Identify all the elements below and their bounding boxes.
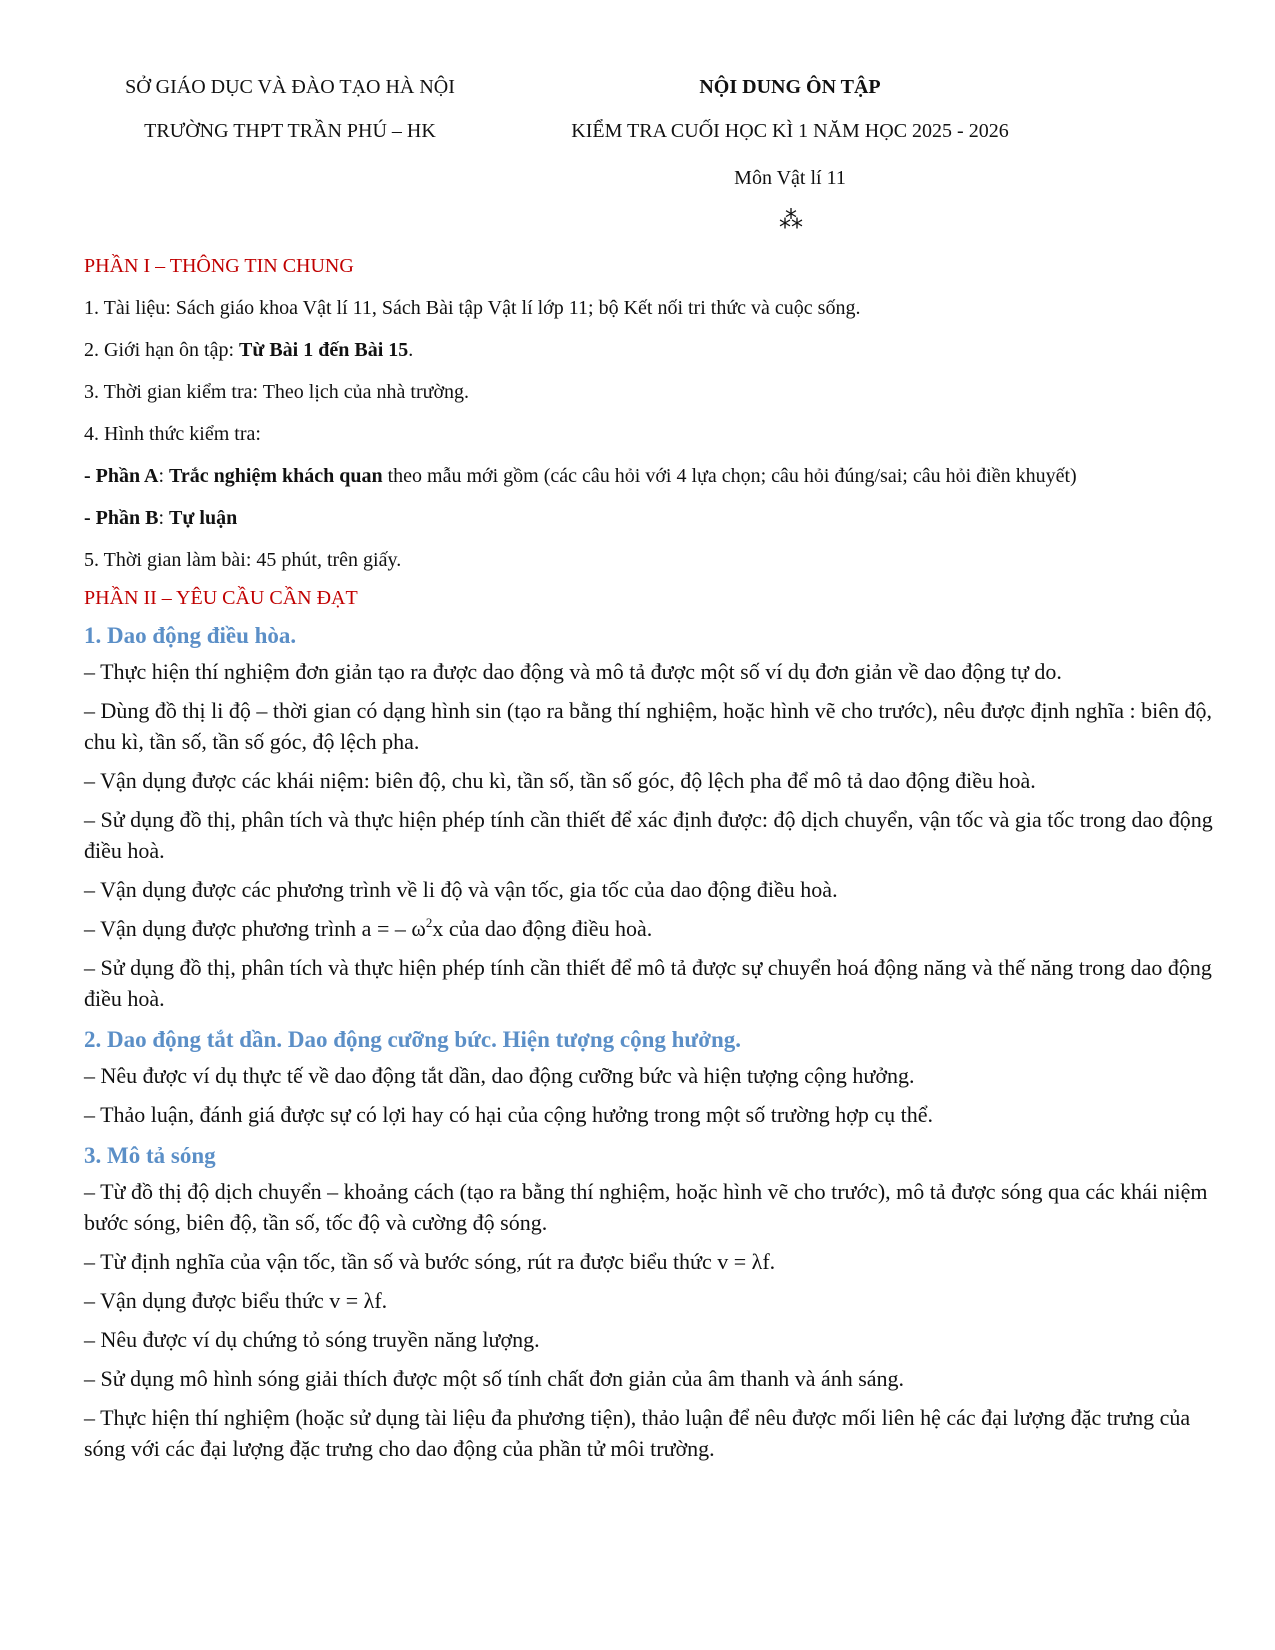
format-part-a (84, 464, 1214, 488)
scope-range: Từ Bài 1 đến Bài 15 (239, 339, 409, 361)
asterism-ornament (776, 208, 806, 234)
requirement-item: – Vận dụng được các khái niệm: biên độ, chu kì, tần số, tần số góc, độ lệch pha để mô tả dao động điều hoà. (84, 768, 1036, 793)
part-b-colon: : (158, 507, 170, 529)
section-damped-forced-oscillation: 2. Dao động tắt dần. Dao động cưỡng bức. Hiện tượng cộng hưởng. (84, 1027, 742, 1052)
requirement-item: – Sử dụng đồ thị, phân tích và thực hiện phép tính cần thiết để xác định được: độ dịch chuyển, vận tốc và gia tốc trong dao động điều hoà. (84, 807, 1213, 863)
requirement-item: – Vận dụng được các phương trình về li độ và vận tốc, gia tốc của dao động điều hoà. (84, 877, 838, 902)
part-b-type: Tự luận (169, 507, 238, 529)
requirement-item: – Thực hiện thí nghiệm (hoặc sử dụng tài liệu đa phương tiện), thảo luận để nêu được mối liên hệ các đại lượng đặc trưng của sóng với các đại lượng đặc trưng cho dao động của phần tử môi trường. (84, 1405, 1191, 1461)
info-item-scope (84, 338, 1214, 362)
scope-prefix: 2. Giới hạn ôn tập: (84, 339, 239, 361)
part1-heading: PHẦN I – THÔNG TIN CHUNG (84, 255, 354, 277)
requirement-item: – Nêu được ví dụ thực tế về dao động tắt dần, dao động cưỡng bức và hiện tượng cộng hưởng. (84, 1063, 915, 1088)
document-title: NỘI DUNG ÔN TẬP (699, 76, 881, 98)
document-body (84, 240, 1214, 1464)
info-item-time: 3. Thời gian kiểm tra: Theo lịch của nhà trường. (84, 381, 470, 403)
section-harmonic-oscillation: 1. Dao động điều hòa. (84, 623, 297, 648)
requirement-item: – Sử dụng mô hình sóng giải thích được một số tính chất đơn giản của âm thanh và ánh sáng. (84, 1366, 905, 1391)
requirement-item: – Từ đồ thị độ dịch chuyển – khoảng cách (tạo ra bằng thí nghiệm, hoặc hình vẽ cho trước), mô tả được sóng qua các khái niệm bước sóng, biên độ, tần số, tốc độ và cường độ sóng. (84, 1179, 1208, 1235)
requirement-item (84, 913, 1214, 944)
requirement-item: – Nêu được ví dụ chứng tỏ sóng truyền năng lượng. (84, 1327, 540, 1352)
part-b-label: Phần B (95, 507, 159, 529)
department-name: SỞ GIÁO DỤC VÀ ĐÀO TẠO HÀ NỘI (125, 76, 455, 98)
part-a-dash: - (84, 465, 96, 487)
section-wave-description: 3. Mô tả sóng (84, 1143, 216, 1168)
requirement-item: – Thảo luận, đánh giá được sự có lợi hay có hại của cộng hưởng trong một số trường hợp cụ thể. (84, 1102, 934, 1127)
requirement-item: – Sử dụng đồ thị, phân tích và thực hiện phép tính cần thiết để mô tả được sự chuyển hoá động năng và thế năng trong dao động điều hoà. (84, 955, 1212, 1011)
equation-prefix: – Vận dụng được phương trình a = – ω (84, 916, 426, 941)
part2-heading: PHẦN II – YÊU CẦU CẦN ĐẠT (84, 587, 358, 609)
equation-exponent: 2 (425, 915, 433, 930)
part-a-description: theo mẫu mới gồm (các câu hỏi với 4 lựa chọn; câu hỏi đúng/sai; câu hỏi điền khuyết) (382, 465, 1077, 487)
school-name: TRƯỜNG THPT TRẦN PHÚ – HK (144, 120, 436, 142)
scope-suffix: . (408, 339, 414, 361)
info-item-materials: 1. Tài liệu: Sách giáo khoa Vật lí 11, Sách Bài tập Vật lí lớp 11; bộ Kết nối tri thức và cuộc sống. (84, 297, 861, 319)
part-a-type: Trắc nghiệm khách quan (169, 465, 383, 487)
info-item-duration: 5. Thời gian làm bài: 45 phút, trên giấy. (84, 549, 402, 571)
asterism-glyph: ⁂ (779, 208, 803, 234)
part-a-label: Phần A (95, 465, 159, 487)
requirement-item: – Vận dụng được biểu thức v = λf. (84, 1288, 388, 1313)
requirement-item: – Dùng đồ thị li độ – thời gian có dạng hình sin (tạo ra bằng thí nghiệm, hoặc hình vẽ cho trước), nêu được định nghĩa : biên độ, chu kì, tần số, tần số góc, độ lệch pha. (84, 698, 1212, 754)
part-b-dash: - (84, 507, 96, 529)
format-part-b (84, 506, 1214, 530)
exam-title: KIỂM TRA CUỐI HỌC KÌ 1 NĂM HỌC 2025 - 2026 (571, 120, 1009, 142)
equation-suffix: x của dao động điều hoà. (432, 916, 653, 941)
subject-name: Môn Vật lí 11 (734, 167, 846, 189)
requirement-item: – Thực hiện thí nghiệm đơn giản tạo ra được dao động và mô tả được một số ví dụ đơn giản về dao động tự do. (84, 659, 1062, 684)
info-item-format: 4. Hình thức kiểm tra: (84, 423, 261, 445)
part-a-colon: : (158, 465, 170, 487)
requirement-item: – Từ định nghĩa của vận tốc, tần số và bước sóng, rút ra được biểu thức v = λf. (84, 1249, 776, 1274)
